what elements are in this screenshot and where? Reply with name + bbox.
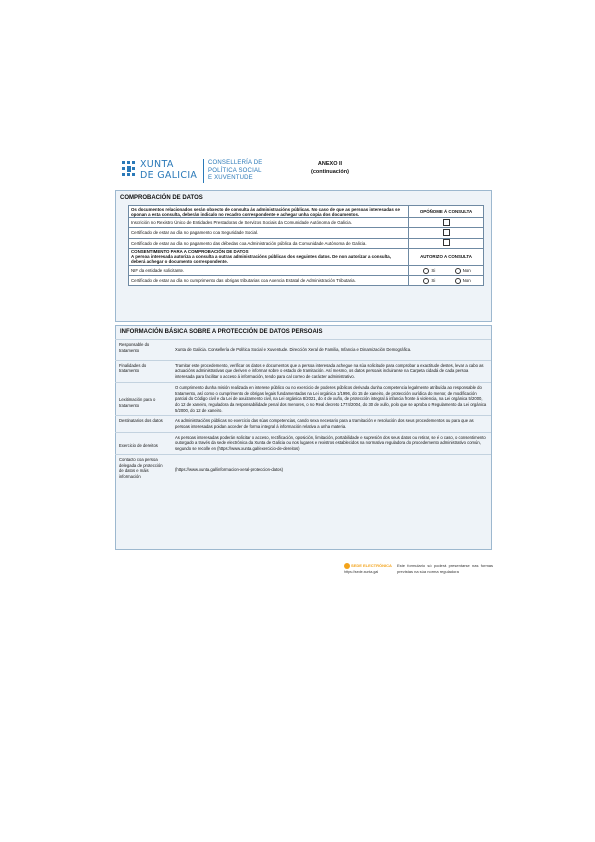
row-label: Lexitimación para o tratamento [119, 396, 156, 408]
annex-subtitle: (continuación) [311, 169, 349, 175]
row-label: Exercicio de dereitos [119, 442, 158, 448]
authorize-header: AUTORIZO A CONSULTA [409, 248, 484, 265]
no-label: Non [462, 267, 471, 273]
oppose-checkbox[interactable] [443, 219, 450, 226]
row-text: As administracións públicas no exercicio das súas competencias, cando sexa necesario para a tramitación e resolución dos seus procedementos ou para que as persoas interesadas poidan acceder de forma integral á información relativa a unha materia. [175, 418, 474, 430]
sede-electronica-label: SEDE ELECTRÓNICA [351, 563, 392, 568]
oppose-checkbox[interactable] [443, 239, 450, 246]
no-radio[interactable] [455, 278, 461, 284]
oppose-checkbox[interactable] [443, 229, 450, 236]
row-label: Destinatarios dos datos [119, 418, 163, 424]
row-text: As persoas interesadas poderán solicitar o acceso, rectificación, oposición, limitación, portabilidade e supresión dos seus datos ou retirar, se é o caso, o consentimento outorgado a través da sede electrónica da Xunta de Galicia ou nos lugares e rexistros establecidos na normativa reguladora do procedemento administrativo común, segundo se recolle en (https://www.xunta.gal/exercicio-de-dereitos) [175, 434, 486, 452]
row-label: Finalidades do tratamento [119, 362, 147, 374]
xunta-logo-icon [121, 160, 137, 178]
row-label: Contacto coa persoa delegada de protección de datos e máis información [119, 456, 163, 479]
dept-line2: POLÍTICA SOCIAL [208, 167, 262, 174]
sede-electronica-link[interactable]: https://sede.xunta.gal [344, 570, 379, 574]
data-verification-title: COMPROBACIÓN DE DATOS [120, 195, 203, 201]
oppose-row-label: Inscrición no Rexistro Único de Entidades Prestadoras de Servizos Sociais da Comunidade Autónoma de Galicia. [129, 218, 409, 228]
table-row [115, 454, 491, 481]
table-row [115, 416, 491, 432]
table-row [129, 218, 484, 228]
data-protection-title: INFORMACIÓN BÁSICA SOBRE A PROTECCIÓN DE DATOS PERSOAIS [120, 329, 323, 335]
dept-line3: E XUVENTUDE [208, 175, 253, 182]
department-name [208, 160, 263, 183]
data-verification-table [128, 205, 484, 286]
table-row [129, 265, 484, 275]
annex-title: ANEXO II [317, 161, 343, 167]
row-text: O cumprimento dunha misión realizada en interese público ou no exercicio de poderes públicos derivada dunha competencia legalmente atribuída ao responsable do tratamento, así como o cumprimento de obrigas legais fundamentadas na Lei orgánica 1/1996, do 15 de xaneiro, de protección xurídica do menor, de modificación parcial do Código civil e da Lei de axuizamento civil, na Lei orgánica 8/2021, do 4 de xuño, de protección integral á infancia fronte á violencia, na Lei orgánica 5/2000, do 12 de xaneiro, reguladora da responsabilidade penal dos menores, o no Real decreto 1774/2004, do 30 de xullo, polo que se aproba o Regulamento da Lei orgánica 5/2000, do 12 de xaneiro. [175, 384, 487, 413]
table-row [129, 206, 484, 218]
oppose-row-label: Certificado de estar ao día no pagamento das débedas coa Administración pública da Comunidade Autónoma de Galicia. [129, 238, 409, 248]
oppose-header: OPÓÑOME Á CONSULTA [409, 206, 484, 218]
row-text: (https://www.xunta.gal/informacion-xeral-proteccion-datos) [175, 466, 283, 472]
table-row [115, 340, 491, 361]
table-row [129, 238, 484, 248]
table-row [129, 228, 484, 238]
no-label: Non [462, 277, 471, 283]
yes-label: Si [431, 267, 436, 273]
annex-heading [300, 160, 360, 176]
logo-divider [203, 159, 204, 183]
dept-line1: CONSELLERÍA DE [208, 160, 263, 166]
logo-line2: DE GALICIA [140, 170, 198, 181]
oppose-row-label: Certificado de estar ao día no pagamento coa Seguridade Social. [129, 228, 409, 238]
logo-wordmark [140, 159, 197, 181]
no-radio[interactable] [455, 268, 461, 274]
table-row [129, 248, 484, 265]
consent-row-label: NIF da entidade solicitante. [129, 265, 409, 275]
oppose-intro: Os documentos relacionados serán obxecto de consulta ás administracións públicas. No caso de que as persoas interesadas se oponan a esta consulta, deberán indicalo no recadro correspondente e achegar unha copia dos documentos. [129, 206, 409, 218]
row-text: Tramitar este procedemento, verificar os datos e documentos que a persoa interesada achegue na súa solicitude para comprobar a exactitude destes, levar a cabo as actuacións administrativas que deriven e informar sobre o estado de tramitación. Así mesmo, os datos persoais incluiranse na Carpeta cidadá de cada persoa interesada para facilitar o acceso á información, tendo para cal correo de carácter administrativo. [175, 362, 484, 380]
table-row [115, 360, 491, 382]
yes-radio[interactable] [423, 278, 429, 284]
consent-intro: CONSENTIMENTO PARA A COMPROBACIÓN DE DATOS A persoa interesada autoriza a consulta a outras administracións públicas dos seguintes datos. De non autorizar a consulta, deberá achegar o documento correspondente. [129, 248, 409, 265]
row-text: Xunta de Galicia. Consellería de Política Social e Xuventude. Dirección Xeral de Familia, Infancia e Dinamización Demográfica. [175, 347, 412, 352]
consent-row-label: Certificado de estar ao día no cumprimento das obrigas tributarias coa Axencia Estatal de Administración Tributaria. [129, 276, 409, 286]
yes-label: Si [431, 277, 436, 283]
footer-note: Este formulario só poderá presentarse nas formas previstas na súa norma reguladora [397, 563, 493, 574]
yes-radio[interactable] [423, 268, 429, 274]
table-row [115, 432, 491, 454]
table-row [115, 382, 491, 416]
data-protection-table [115, 339, 491, 482]
table-row [129, 276, 484, 286]
row-label: Responsable do tratamento [119, 342, 150, 353]
logo-line1: XUNTA [140, 159, 174, 170]
sede-electronica-icon [344, 563, 350, 569]
